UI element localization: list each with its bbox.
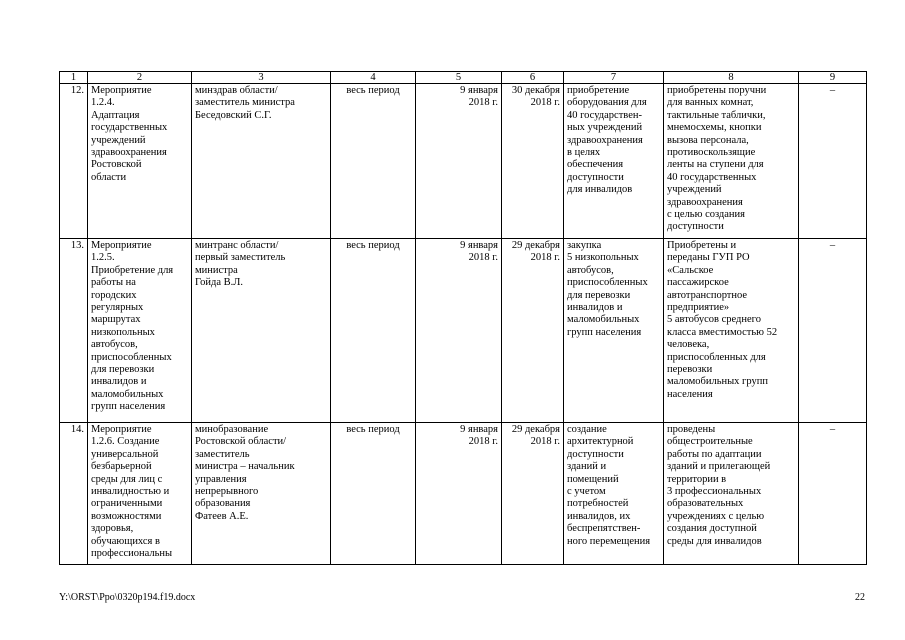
expected-result-cell: закупка 5 низкопольных автобусов, приспособленных для перевозки инвалидов и маломобильных групп населения <box>564 239 664 423</box>
column-number-cell: 2 <box>88 72 192 84</box>
event-cell: Мероприятие 1.2.4. Адаптация государственных учреждений здравоохранения Ростовской области <box>88 84 192 239</box>
actual-result-cell: Приобретены и переданы ГУП РО «Сальское пассажирское автотранспортное предприятие» 5 автобусов среднего класса вместимостью 52 человека, приспособленных для перевозки маломобильных групп населения <box>664 239 799 423</box>
end-date-cell: 30 декабря 2018 г. <box>502 84 564 239</box>
row-number-cell: 13. <box>60 239 88 423</box>
mark-cell: – <box>799 239 867 423</box>
table-row <box>60 423 867 565</box>
end-date-cell: 29 декабря 2018 г. <box>502 423 564 565</box>
row-number-cell: 12. <box>60 84 88 239</box>
period-cell: весь период <box>331 239 416 423</box>
end-date-cell: 29 декабря 2018 г. <box>502 239 564 423</box>
table-row <box>60 239 867 423</box>
actual-result-cell: приобретены поручни для ванных комнат, тактильные таблички, мнемосхемы, кнопки вызова персонала, противоскользящие ленты на ступени для 40 государственных учреждений здравоохранения с целью создания доступности <box>664 84 799 239</box>
column-number-cell: 9 <box>799 72 867 84</box>
responsible-cell: минтранс области/ первый заместитель министра Гойда В.Л. <box>192 239 331 423</box>
column-number-cell: 8 <box>664 72 799 84</box>
footer-file-path: Y:\ORST\Ppo\0320p194.f19.docx <box>59 592 196 603</box>
event-cell: Мероприятие 1.2.6. Создание универсальной безбарьерной среды для лиц с инвалидностью и ограниченными возможностями здоровья, обучающихся в профессиональны <box>88 423 192 565</box>
expected-result-cell: приобретение оборудования для 40 государствен- ных учреждений здравоохранения в целях обеспечения доступности для инвалидов <box>564 84 664 239</box>
expected-result-cell: создание архитектурной доступности зданий и помещений с учетом потребностей инвалидов, их беспрепятствен- ного перемещения <box>564 423 664 565</box>
column-number-cell: 7 <box>564 72 664 84</box>
start-date-cell: 9 января 2018 г. <box>416 239 502 423</box>
column-number-cell: 5 <box>416 72 502 84</box>
period-cell: весь период <box>331 423 416 565</box>
mark-cell: – <box>799 84 867 239</box>
table-row <box>60 84 867 239</box>
column-number-cell: 6 <box>502 72 564 84</box>
measures-table <box>59 71 867 565</box>
event-cell: Мероприятие 1.2.5. Приобретение для работы на городских регулярных маршрутах низкопольных автобусов, приспособленных для перевозки инвалидов и маломобильных групп населения <box>88 239 192 423</box>
column-number-cell: 4 <box>331 72 416 84</box>
actual-result-cell: проведены общестроительные работы по адаптации зданий и прилегающей территории в 3 профессиональных образовательных учреждениях с целью создания доступной среды для инвалидов <box>664 423 799 565</box>
period-cell: весь период <box>331 84 416 239</box>
row-number-cell: 14. <box>60 423 88 565</box>
column-number-cell: 1 <box>60 72 88 84</box>
start-date-cell: 9 января 2018 г. <box>416 423 502 565</box>
start-date-cell: 9 января 2018 г. <box>416 84 502 239</box>
responsible-cell: минобразование Ростовской области/ заместитель министра – начальник управления непрерывного образования Фатеев А.Е. <box>192 423 331 565</box>
page-number: 22 <box>855 592 865 603</box>
responsible-cell: минздрав области/ заместитель министра Беседовский С.Г. <box>192 84 331 239</box>
column-number-row <box>60 72 867 84</box>
mark-cell: – <box>799 423 867 565</box>
column-number-cell: 3 <box>192 72 331 84</box>
